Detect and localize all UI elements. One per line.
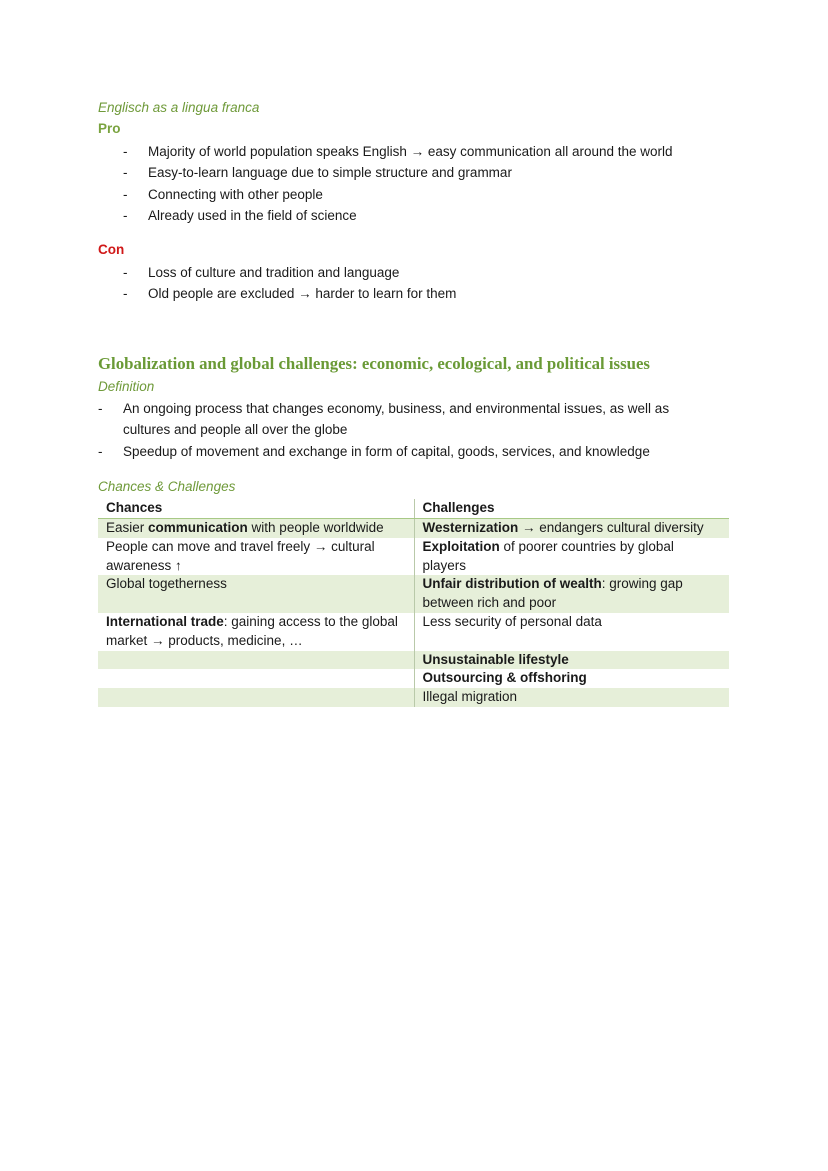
challenge-cell: Westernization → endangers cultural diversity	[414, 519, 729, 538]
chances-challenges-table	[98, 499, 729, 707]
table-row	[98, 519, 729, 538]
table-header-row	[98, 499, 729, 519]
table-row	[98, 613, 729, 651]
chance-cell: Easier communication with people worldwide	[98, 519, 414, 538]
chance-cell	[98, 651, 414, 670]
con-list	[123, 262, 457, 305]
challenge-cell: Exploitation of poorer countries by global players	[422, 538, 674, 573]
challenge-cell: Unsustainable lifestyle	[414, 651, 729, 670]
chances-challenges-label: Chances & Challenges	[98, 479, 236, 494]
list-item: - Already used in the field of science	[123, 208, 357, 224]
challenge-cell: Illegal migration	[414, 688, 729, 707]
definition-label: Definition	[98, 379, 155, 394]
challenge-cell: Outsourcing & offshoring	[422, 670, 587, 686]
list-item: - Majority of world population speaks English → easy communication all around the world	[123, 144, 673, 159]
table-row	[98, 538, 729, 576]
list-item: - Connecting with other people	[123, 186, 323, 202]
table-row	[98, 575, 729, 613]
pro-label: Pro	[98, 121, 121, 136]
chance-cell: International trade: gaining access to the global market → products, medicine, …	[98, 613, 414, 651]
globalization-title: Globalization and global challenges: economic, ecological, and political issues	[98, 354, 650, 373]
pro-list	[123, 141, 673, 227]
con-label: Con	[98, 242, 125, 257]
challenge-cell: Unfair distribution of wealth: growing gap between rich and poor	[414, 575, 729, 613]
chance-cell: People can move and travel freely → cultural awareness ↑	[98, 538, 414, 576]
list-item: - Old people are excluded → harder to learn for them	[123, 286, 457, 302]
header-challenges: Challenges	[414, 499, 729, 519]
chance-cell: Global togetherness	[98, 575, 414, 613]
table-row	[98, 651, 729, 670]
table-row	[98, 688, 729, 707]
list-item: - Easy-to-learn language due to simple structure and grammar	[123, 165, 512, 181]
list-item: - Speedup of movement and exchange in form of capital, goods, services, and knowledge	[98, 443, 650, 459]
list-item: - An ongoing process that changes economy, business, and environmental issues, as well as cultures and people all over the globe	[98, 401, 670, 438]
challenge-cell: Less security of personal data	[422, 613, 602, 629]
definition-list	[98, 398, 703, 462]
table-row	[98, 669, 729, 688]
list-item: - Loss of culture and tradition and language	[123, 265, 400, 280]
chance-cell	[98, 669, 414, 688]
lingua-franca-heading: Englisch as a lingua franca	[98, 100, 260, 115]
header-chances: Chances	[98, 499, 414, 519]
chance-cell	[98, 688, 414, 707]
